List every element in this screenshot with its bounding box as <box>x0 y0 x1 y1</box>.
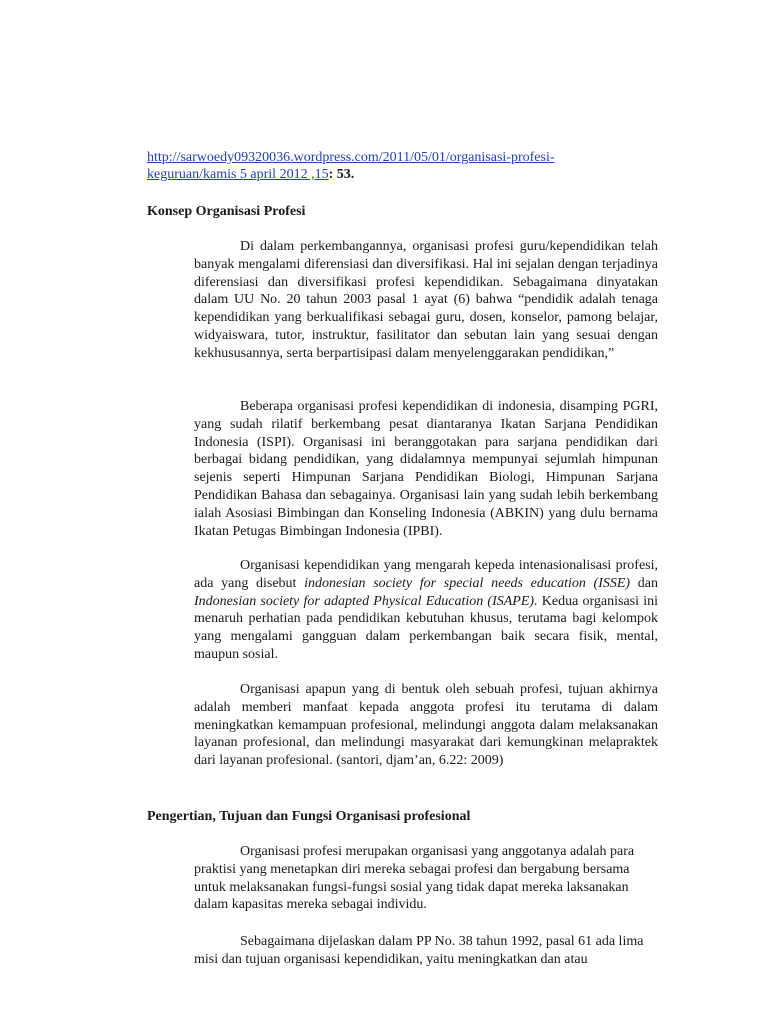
paragraph-text: dan <box>630 575 658 591</box>
paragraph-italic-text: indonesian society for special needs education (ISSE) <box>304 575 631 591</box>
paragraph: Organisasi apapun yang di bentuk oleh sebuah profesi, tujuan akhirnya adalah memberi manfaat kepada anggota profesi itu terutama di dalam meningkatkan kemampuan profesional, melindungi anggota dalam melaksanakan layanan profesional, dan melindungi masyarakat dari kemungkinan melapraktek dari layanan profesional. (santori, djam’an, 6.22: 2009) <box>194 682 658 769</box>
paragraph-text: Kedua organisasi ini menaruh perhatian pada pendidikan kebutuhan khusus, terutama bagi kelompok yang mengalami gangguan dalam perkembangan baik secara fisik, mental, maupun sosial. <box>194 593 658 662</box>
paragraph: Di dalam perkembangannya, organisasi profesi guru/kependidikan telah banyak mengalami diferensiasi dan diversifikasi. Hal ini sejalan dengan terjadinya diferensiasi dan diversifikasi profesi kependidikan. Sebagaimana dinyatakan dalam UU No. 20 tahun 2003 pasal 1 ayat (6) bahwa “pendidik adalah tenaga kependidikan yang berkualifikasi sebagai guru, dosen, konselor, pamong belajar, widyaiswara, tutor, instruktur, fasilitator dan sebutan lain yang sesuai dengan kekhususannya, serta berpartisipasi dalam menyelenggarakan pendidikan,” <box>194 239 658 361</box>
paragraph: Beberapa organisasi profesi kependidikan di indonesia, disamping PGRI, yang sudah rilatif berkembang pesat diantaranya Ikatan Sarjana Pendidikan Indonesia (ISPI). Organisasi ini beranggotakan para sarjana pendidikan dari berbagai bidang pendidikan, yang didalamnya mempunyai sejumlah himpunan sejenis seperti Himpunan Sarjana Pendidikan Biologi, Himpunan Sarjana Pendidikan Bahasa dan sebagainya. Organisasi lain yang sudah lebih berkembang ialah Asosiasi Bimbingan dan Konseling Indonesia (ABKIN) yang dulu bernama Ikatan Petugas Bimbingan Indonesia (IPBI). <box>194 399 658 539</box>
source-link[interactable]: http://sarwoedy09320036.wordpress.com/2011/05/01/organisasi-profesi-keguruan/kamis 5 april 2012 ,15 <box>147 150 555 182</box>
source-citation <box>147 149 617 183</box>
section-heading-konsep: Konsep Organisasi Profesi <box>147 204 306 219</box>
paragraph-italic-text: Indonesian society for adapted Physical Education (ISAPE). <box>194 593 538 609</box>
paragraph: Sebagaimana dijelaskan dalam PP No. 38 tahun 1992, pasal 61 ada lima misi dan tujuan organisasi kependidikan, yaitu meningkatkan dan atau <box>194 934 644 967</box>
paragraph-text: Organisasi kependidikan yang mengarah kepeda intenasionalisasi profesi, ada yang disebut <box>194 558 658 591</box>
paragraph <box>194 557 658 664</box>
source-suffix: : 53. <box>328 167 355 182</box>
section-heading-pengertian: Pengertian, Tujuan dan Fungsi Organisasi profesional <box>147 809 471 824</box>
paragraph: Organisasi profesi merupakan organisasi yang anggotanya adalah para praktisi yang menetapkan diri mereka sebagai profesi dan bergabung bersama untuk melaksanakan fungsi-fungsi sosial yang tidak dapat mereka laksanakan dalam kapasitas mereka sebagai individu. <box>194 844 635 913</box>
